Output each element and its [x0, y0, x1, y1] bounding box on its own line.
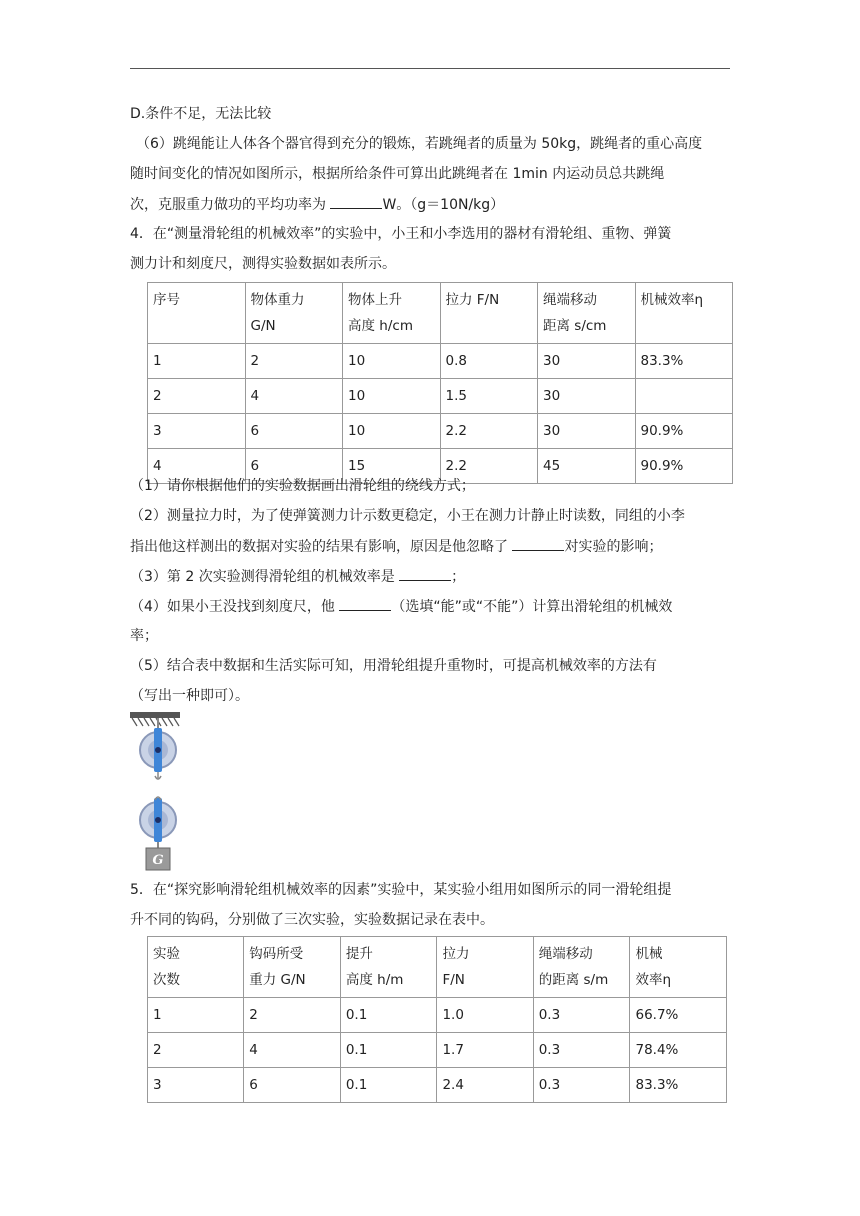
q4-sub-4-text-b: （选填“能”或“不能”）计算出滑轮组的机械效 [391, 599, 673, 615]
table-header-row [148, 937, 727, 998]
table-cell: 1 [148, 344, 246, 379]
header-text: 高度 h/cm [348, 318, 413, 334]
q4-stem-1: 4．在“测量滑轮组的机械效率”的实验中，小王和小李选用的器材有滑轮组、重物、弹簧 [130, 226, 672, 242]
header-text: 钩码所受 [249, 946, 304, 962]
header-text: 物体重力 [250, 292, 305, 308]
pulley-system-figure [128, 710, 184, 872]
header-text: 高度 h/m [345, 972, 404, 988]
table-cell: 0.3 [533, 1068, 630, 1103]
q4-sub-3 [130, 566, 730, 587]
table-cell [635, 379, 733, 414]
answer-blank[interactable] [512, 536, 564, 551]
q6-text-b: W。（g＝10N/kg） [382, 197, 505, 213]
q6-line-3 [130, 194, 730, 215]
table-cell: 1.5 [440, 379, 538, 414]
table-cell: 10 [343, 379, 441, 414]
table-cell: 1.0 [437, 998, 533, 1033]
answer-blank[interactable] [399, 566, 451, 581]
table-cell: 3 [148, 414, 246, 449]
table-header-cell [630, 937, 727, 998]
table-cell: 0.1 [340, 1033, 437, 1068]
table-header-cell [635, 283, 733, 344]
q4-sub-5-line-2: （写出一种即可）。 [130, 688, 249, 704]
header-text: 机械效率η [640, 292, 704, 308]
header-text: 重力 G/N [249, 972, 306, 988]
table-header-cell [245, 283, 343, 344]
header-text: 的距离 s/m [538, 972, 609, 988]
table-cell: 0.3 [533, 998, 630, 1033]
answer-blank[interactable] [330, 194, 382, 209]
table-cell: 6 [244, 1068, 341, 1103]
q6-line-1: （6）跳绳能让人体各个器官得到充分的锻炼，若跳绳者的质量为 50kg，跳绳者的重心高度 [136, 136, 703, 152]
header-text: 效率η [635, 972, 672, 988]
header-text: 拉力 [442, 946, 470, 962]
table-cell: 2 [245, 344, 343, 379]
header-text: 提升 [345, 946, 373, 962]
table-cell: 4 [245, 379, 343, 414]
header-text: 绳端移动 [543, 292, 597, 308]
table-cell: 30 [538, 414, 636, 449]
table-row [148, 344, 733, 379]
table-header-row [148, 283, 733, 344]
table-header-cell [533, 937, 630, 998]
q6-text-a: 次，克服重力做功的平均功率为 [130, 197, 331, 213]
table-header-cell [244, 937, 341, 998]
table-cell: 90.9% [635, 414, 733, 449]
header-text: 拉力 F/N [445, 292, 500, 308]
table-cell: 83.3% [635, 344, 733, 379]
table-cell: 4 [244, 1033, 341, 1068]
table-cell: 83.3% [630, 1068, 727, 1103]
table-cell: 10 [343, 344, 441, 379]
table-cell: 2.2 [440, 449, 538, 484]
table-row [148, 1068, 727, 1103]
q4-sub-2-text-a: 指出他这样测出的数据对实验的结果有影响，原因是他忽略了 [130, 539, 513, 555]
table-header-cell [148, 283, 246, 344]
q4-sub-5-line-1: （5）结合表中数据和生活实际可知，用滑轮组提升重物时，可提高机械效率的方法有 [130, 658, 657, 674]
q4-sub-2-text-b: 对实验的影响； [564, 539, 663, 555]
table-cell: 1 [148, 998, 244, 1033]
header-text: 实验 [153, 946, 180, 962]
table-cell: 6 [245, 414, 343, 449]
table-cell: 2 [148, 1033, 244, 1068]
table-row [148, 1033, 727, 1068]
q4-data-table [147, 282, 733, 484]
header-text: 序号 [153, 292, 180, 308]
table-cell: 10 [343, 414, 441, 449]
q5-stem-1: 5．在“探究影响滑轮组机械效率的因素”实验中，某实验小组用如图所示的同一滑轮组提 [130, 882, 672, 898]
header-text: 机械 [635, 946, 663, 962]
table-header-cell [343, 283, 441, 344]
answer-blank[interactable] [339, 596, 391, 611]
table-cell: 0.8 [440, 344, 538, 379]
table-cell: 2 [148, 379, 246, 414]
q4-sub-4-line-1 [130, 596, 730, 617]
option-d: D.条件不足，无法比较 [130, 106, 272, 122]
table-cell: 0.3 [533, 1033, 630, 1068]
header-text: 绳端移动 [538, 946, 593, 962]
table-row [148, 998, 727, 1033]
table-cell: 78.4% [630, 1033, 727, 1068]
table-cell: 6 [245, 449, 343, 484]
header-text: G/N [250, 318, 276, 334]
q5-stem-2: 升不同的钩码，分别做了三次实验，实验数据记录在表中。 [130, 912, 494, 928]
q4-sub-1: （1）请你根据他们的实验数据画出滑轮组的绕线方式； [130, 478, 475, 494]
table-row [148, 414, 733, 449]
table-cell: 2.2 [440, 414, 538, 449]
table-header-cell [148, 937, 244, 998]
q4-sub-3-text-a: （3）第 2 次实验测得滑轮组的机械效率是 [130, 569, 400, 585]
q4-sub-4-line-2: 率； [130, 628, 158, 644]
table-cell: 90.9% [635, 449, 733, 484]
table-header-cell [440, 283, 538, 344]
header-text: 次数 [153, 972, 180, 988]
q5-data-table [147, 936, 727, 1103]
q4-sub-2-line-1: （2）测量拉力时，为了使弹簧测力计示数更稳定，小王在测力计静止时读数，同组的小李 [130, 508, 685, 524]
table-header-cell [538, 283, 636, 344]
header-text: F/N [442, 972, 465, 988]
table-cell: 45 [538, 449, 636, 484]
q4-sub-3-text-b: ； [451, 569, 466, 585]
table-row [148, 379, 733, 414]
q4-sub-2-line-2 [130, 536, 730, 557]
q4-stem-2: 测力计和刻度尺，测得实验数据如表所示。 [130, 256, 396, 272]
q4-sub-4-text-a: （4）如果小王没找到刻度尺，他 [130, 599, 340, 615]
header-text: 物体上升 [348, 292, 402, 308]
table-header-cell [340, 937, 437, 998]
table-cell: 30 [538, 379, 636, 414]
table-cell: 30 [538, 344, 636, 379]
header-rule [130, 68, 730, 69]
table-cell: 4 [148, 449, 246, 484]
table-cell: 0.1 [340, 1068, 437, 1103]
q6-line-2: 随时间变化的情况如图所示，根据所给条件可算出此跳绳者在 1min 内运动员总共跳绳 [130, 166, 665, 182]
header-text: 距离 s/cm [543, 318, 607, 334]
table-cell: 3 [148, 1068, 244, 1103]
table-cell: 2 [244, 998, 341, 1033]
table-cell: 15 [343, 449, 441, 484]
table-cell: 0.1 [340, 998, 437, 1033]
table-header-cell [437, 937, 533, 998]
weight-label: G [152, 853, 164, 868]
table-cell: 66.7% [630, 998, 727, 1033]
table-cell: 2.4 [437, 1068, 533, 1103]
table-cell: 1.7 [437, 1033, 533, 1068]
